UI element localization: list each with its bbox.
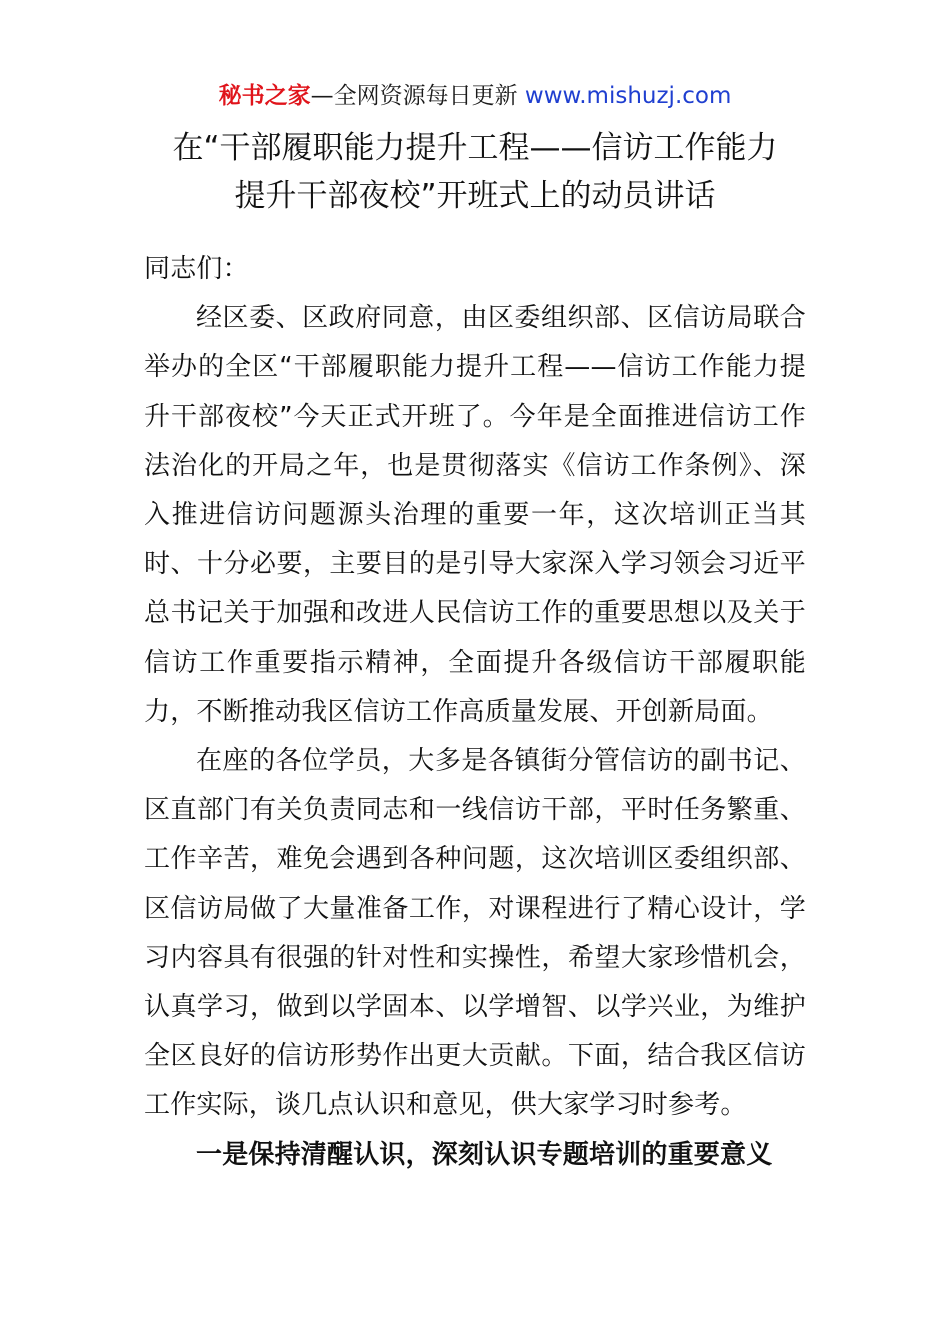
site-url-link[interactable]: www.mishuzj.com [524, 83, 732, 109]
site-header [0, 80, 950, 112]
salutation: 同志们： [144, 254, 249, 284]
title-line-2: 提升干部夜校”开班式上的动员讲话 [234, 178, 716, 214]
header-tagline: —全网资源每日更新 [310, 83, 518, 109]
section-heading-1: 一是保持清醒认识，深刻认识专题培训的重要意义 [196, 1139, 773, 1170]
title-line-1: 在“干部履职能力提升工程——信访工作能力 [172, 130, 778, 166]
paragraph-1: 经区委、区政府同意，由区委组织部、区信访局联合举办的全区“干部履职能力提升工程——信访工作能力提升干部夜校”今天正式开班了。今年是全面推进信访工作法治化的开局之年，也是贯彻落实《信访工作条例》、深入推进信访问题源头治理的重要一年，这次培训正当其时、十分必要，主要目的是引导大家深入学习领会习近平总书记关于加强和改进人民信访工作的重要思想以及关于信访工作重要指示精神，全面提升各级信访干部履职能力，不断推动我区信访工作高质量发展、开创新局面。 [144, 303, 806, 727]
brand-name: 秘书之家 [218, 83, 311, 109]
document-body [144, 245, 806, 1180]
paragraph-2: 在座的各位学员，大多是各镇街分管信访的副书记、区直部门有关负责同志和一线信访干部，平时任务繁重、工作辛苦，难免会遇到各种问题，这次培训区委组织部、区信访局做了大量准备工作，对课程进行了精心设计，学习内容具有很强的针对性和实操性，希望大家珍惜机会，认真学习，做到以学固本、以学增智、以学兴业，为维护全区良好的信访形势作出更大贡献。下面，结合我区信访工作实际，谈几点认识和意见，供大家学习时参考。 [144, 746, 806, 1121]
document-title [0, 124, 950, 220]
